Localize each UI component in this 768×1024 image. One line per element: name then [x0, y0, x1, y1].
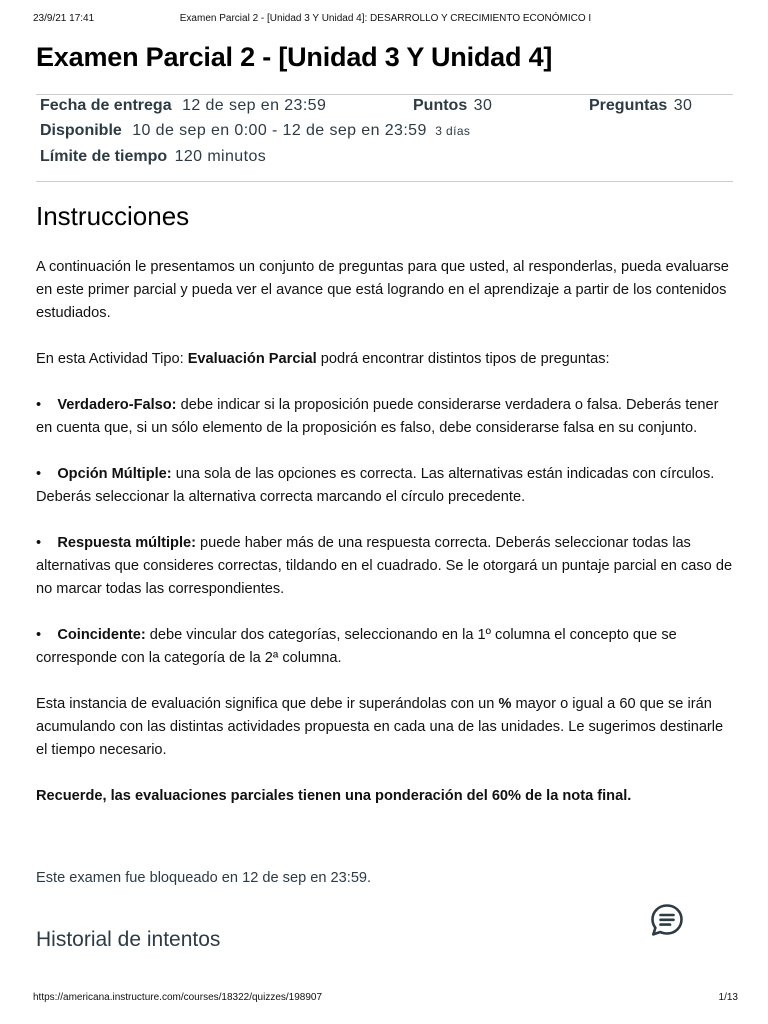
passing-prefix: Esta instancia de evaluación significa que debe ir superándolas con un	[36, 696, 499, 712]
true-false-text: debe indicar si la proposición puede considerarse verdadera o falsa. Deberás tener en cuenta que, si un sólo elemento de la proposición es falso, debe considerarse falsa en su conjunto.	[36, 397, 719, 436]
time-limit-label: Límite de tiempo	[40, 148, 168, 165]
passing-suffix: mayor o igual a 60 que se irán acumulando con las distintas actividades propuesta en cada una de las unidades. Le sugerimos destinarle el tiempo necesario.	[36, 696, 724, 758]
multiple-choice-item	[36, 463, 736, 509]
chat-bubble-icon-graphic	[649, 902, 685, 938]
intro-paragraph: A continuación le presentamos un conjunto de preguntas para que usted, al responderlas, pueda evaluarse en este primer parcial y pueda ver el avance que está logrando en el aprendizaje a partir de los contenidos estudiados.	[36, 259, 729, 321]
true-false-title: Verdadero-Falso:	[57, 397, 177, 413]
chat-bubble-icon[interactable]	[649, 902, 685, 938]
bullet: •	[36, 627, 42, 643]
multiple-answer-title: Respuesta múltiple:	[57, 535, 196, 551]
bullet: •	[36, 535, 42, 551]
questions	[589, 97, 692, 115]
questions-label: Preguntas	[589, 97, 668, 114]
activity-type-prefix: En esta Actividad Tipo:	[36, 351, 188, 367]
true-false-item	[36, 394, 736, 440]
available-days: 3 días	[435, 124, 471, 138]
matching-text: debe vincular dos categorías, seleccionando en la 1º columna el concepto que se corresponde con la categoría de la 2ª columna.	[36, 627, 677, 666]
activity-type-name: Evaluación Parcial	[187, 351, 317, 367]
activity-type-paragraph	[36, 348, 736, 371]
print-footer	[33, 992, 738, 1003]
print-page-title: Examen Parcial 2 - [Unidad 3 Y Unidad 4]: DESARROLLO Y CRECIMIENTO ECONÓMICO I	[179, 13, 592, 24]
exam-title: Examen Parcial 2 - [Unidad 3 Y Unidad 4]	[36, 42, 553, 72]
points	[413, 97, 492, 115]
matching-title: Coincidente:	[57, 627, 146, 643]
locked-notice: Este examen fue bloqueado en 12 de sep en 23:59.	[36, 870, 372, 886]
instructions-body	[36, 256, 736, 831]
multiple-answer-item	[36, 532, 736, 601]
attempt-history-heading: Historial de intentos	[36, 928, 221, 951]
print-header	[33, 13, 738, 24]
available-label: Disponible	[40, 122, 122, 139]
points-value: 30	[473, 97, 493, 114]
time-limit	[40, 148, 266, 166]
instructions-heading: Instrucciones	[36, 201, 190, 231]
multiple-answer-text: puede haber más de una respuesta correcta. Deberás seleccionar todas las alternativas que consideres correctas, tildando en el cuadrado. Se le otorgará un puntaje parcial en caso de no marcar todas las correspondientes.	[36, 535, 733, 597]
weighting-reminder	[36, 785, 736, 808]
available-value: 10 de sep en 0:00 - 12 de sep en 23:59	[132, 122, 427, 139]
bullet: •	[36, 397, 42, 413]
percent-sign: %	[498, 696, 512, 712]
due-date-value: 12 de sep en 23:59	[182, 97, 327, 114]
exam-details	[36, 94, 733, 182]
bullet: •	[36, 466, 42, 482]
print-url: https://americana.instructure.com/courses/18322/quizzes/198907	[33, 992, 323, 1003]
due-date	[40, 97, 326, 115]
multiple-choice-title: Opción Múltiple:	[57, 466, 172, 482]
time-limit-value: 120 minutos	[174, 148, 267, 165]
print-page-number: 1/13	[718, 992, 738, 1003]
print-datetime: 23/9/21 17:41	[33, 13, 95, 24]
activity-type-suffix: podrá encontrar distintos tipos de preguntas:	[316, 351, 610, 367]
weighting-reminder-text: Recuerde, las evaluaciones parciales tienen una ponderación del 60% de la nota final.	[36, 788, 632, 804]
due-date-label: Fecha de entrega	[40, 97, 172, 114]
available	[40, 122, 470, 140]
multiple-choice-text: una sola de las opciones es correcta. Las alternativas están indicadas con círculos. Deberás seleccionar la alternativa correcta marcando el círculo precedente.	[36, 466, 715, 505]
points-label: Puntos	[413, 97, 468, 114]
questions-value: 30	[673, 97, 693, 114]
matching-item	[36, 624, 736, 670]
passing-criteria-paragraph	[36, 693, 736, 762]
